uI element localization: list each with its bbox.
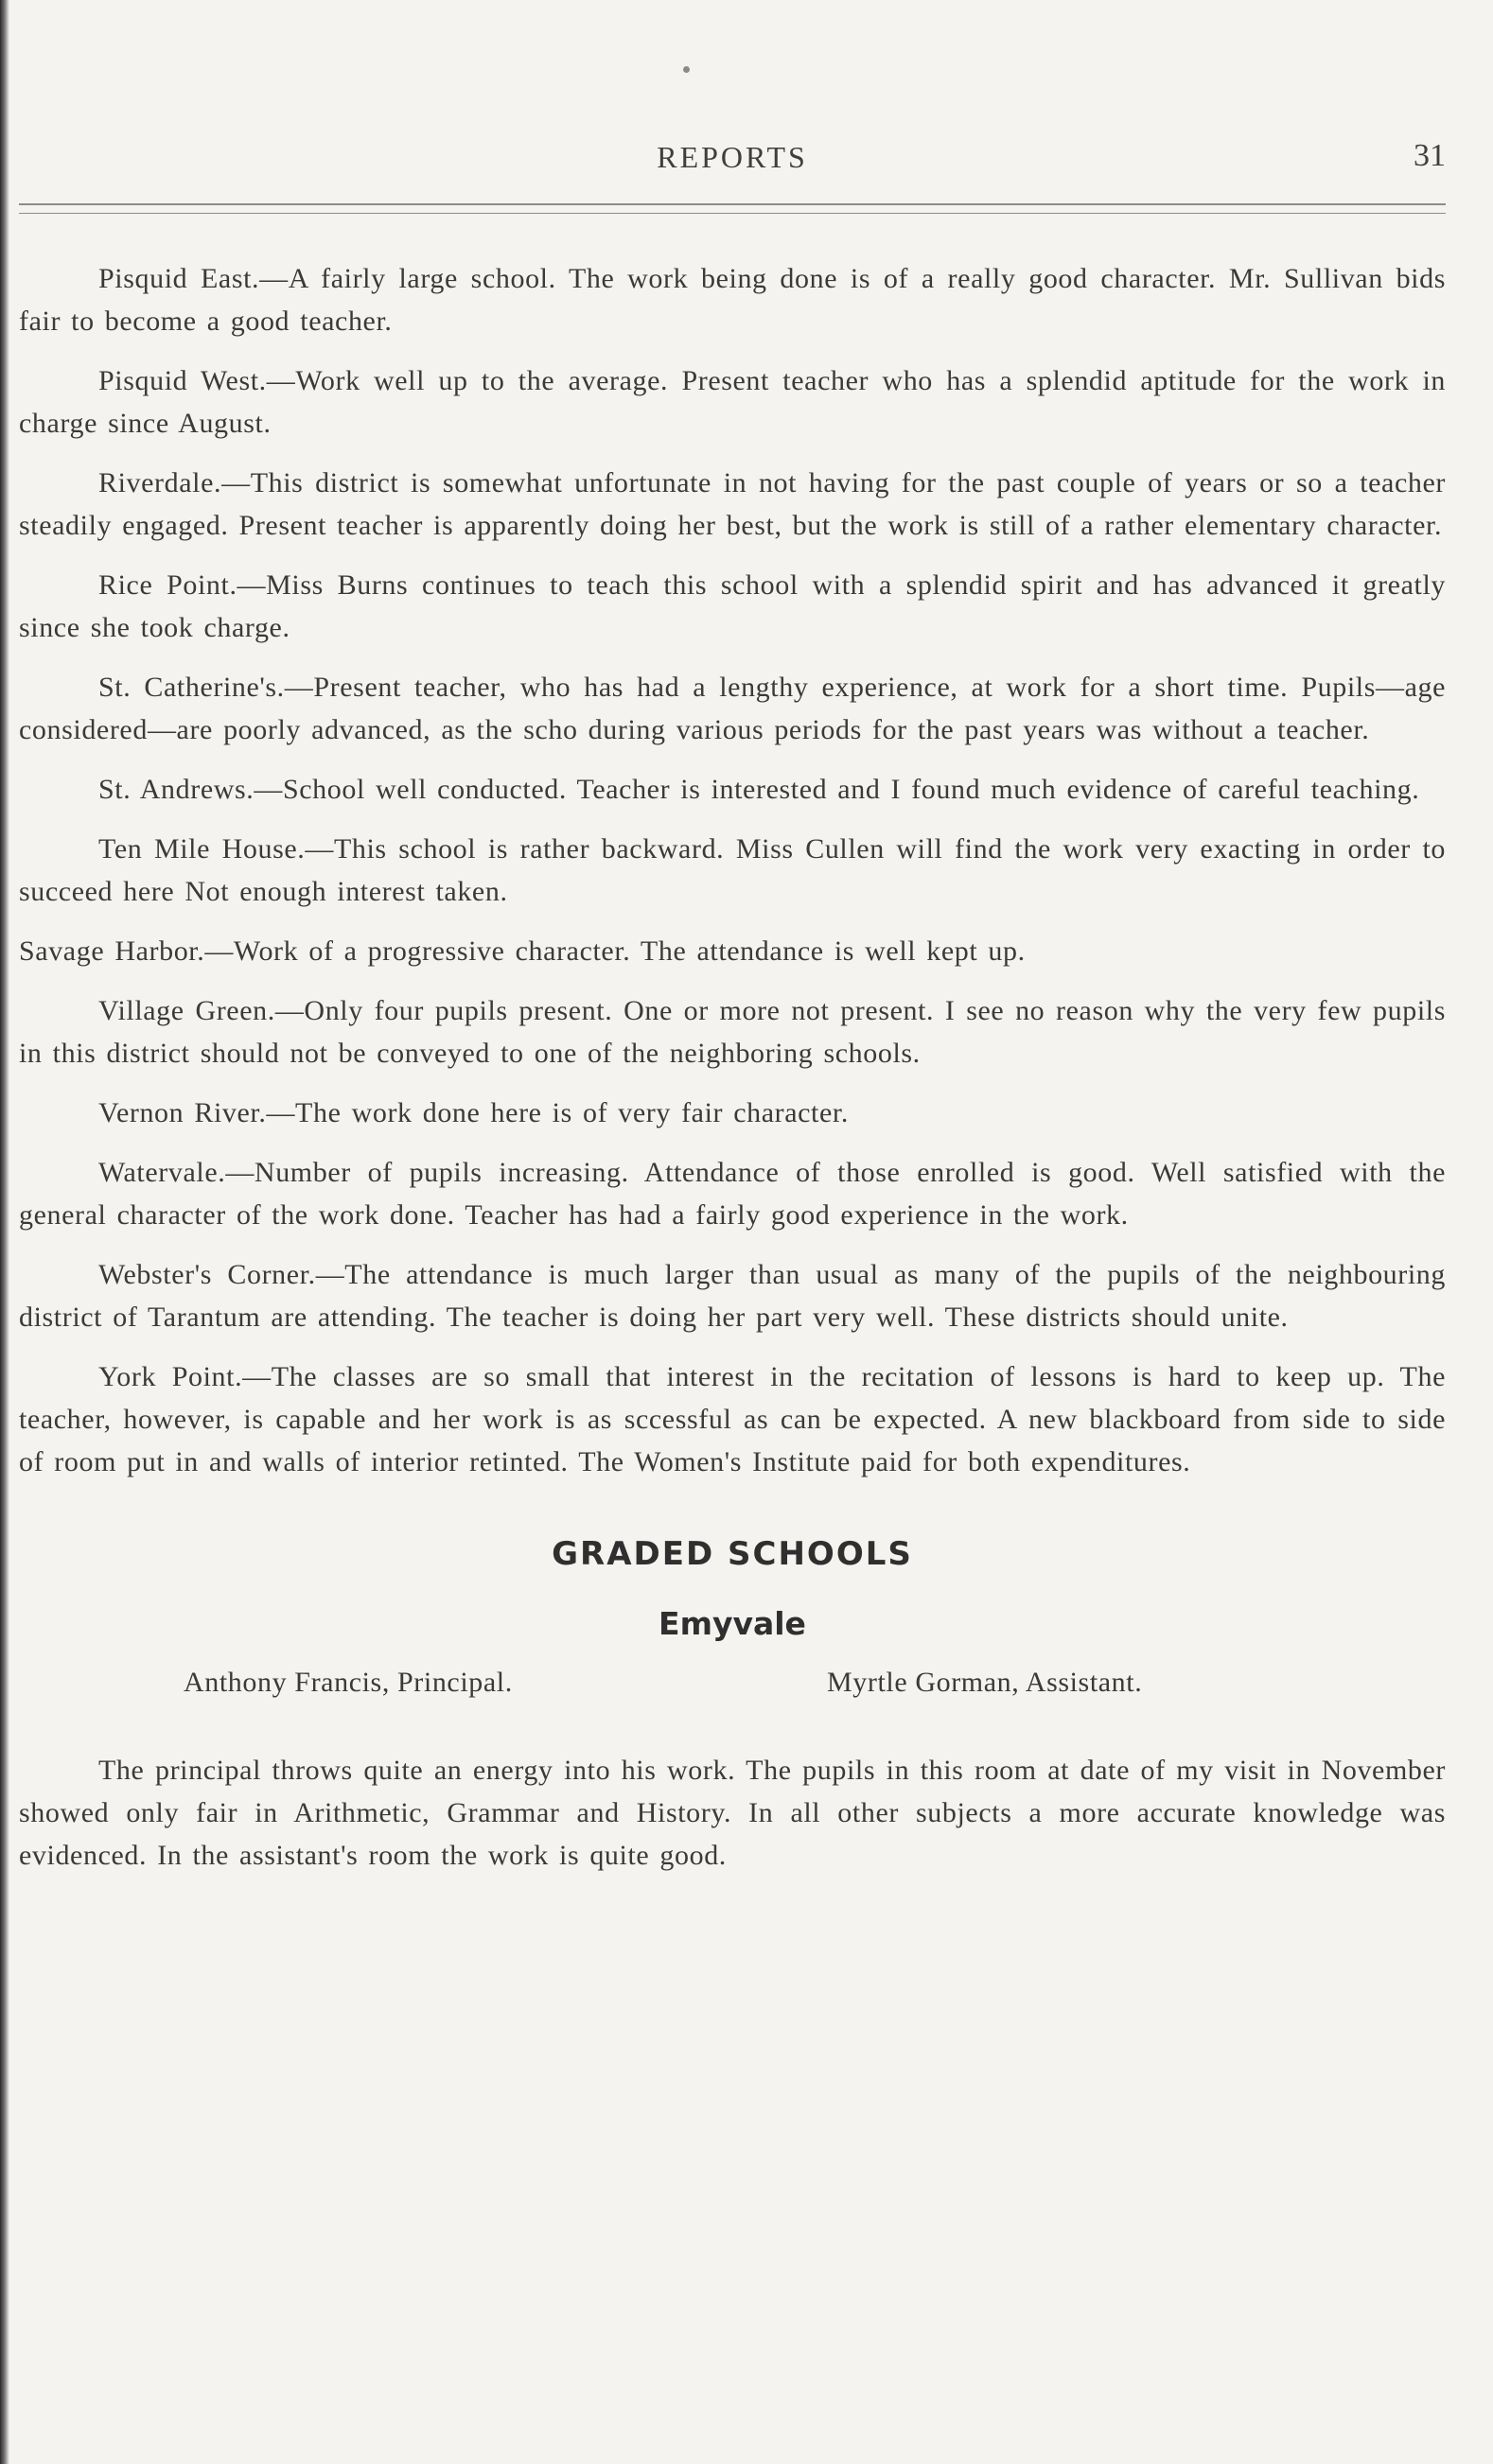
assistant-name: Myrtle Gorman, Assistant. <box>827 1667 1143 1698</box>
report-village-green: Village Green.—Only four pupils present. One or more not present. I see no reason why the very few pupils in this district should not be conveyed to one of the neighboring schools. <box>19 995 1446 1069</box>
report-pisquid-west: Pisquid West.—Work well up to the average. Present teacher who has a splendid aptitude for the work in charge since August. <box>19 365 1446 439</box>
report-vernon-river: Vernon River.—The work done here is of very fair character. <box>98 1097 849 1128</box>
print-speck <box>683 66 690 73</box>
report-ten-mile-house: Ten Mile House.—This school is rather backward. Miss Cullen will find the work very exacting in order to succeed here Not enough interest taken. <box>19 833 1446 907</box>
school-heading-emyvale: Emyvale <box>659 1605 806 1642</box>
report-st-andrews: St. Andrews.—School well conducted. Teacher is interested and I found much evidence of careful teaching. <box>98 774 1420 805</box>
page-header <box>19 132 1446 180</box>
report-rice-point: Rice Point.—Miss Burns continues to teach this school with a splendid spirit and has advanced it greatly since she took charge. <box>19 569 1446 643</box>
report-pisquid-east: Pisquid East.—A fairly large school. The work being done is of a really good character. Mr. Sullivan bids fair to become a good teacher. <box>19 263 1446 337</box>
running-title: REPORTS <box>657 140 808 174</box>
page-number: 31 <box>1414 138 1446 173</box>
report-st-catherines: St. Catherine's.—Present teacher, who has had a lengthy experience, at work for a short time. Pupils—age considered—are poorly advanced, as the scho during various periods for the past years was without a teacher. <box>19 672 1446 745</box>
report-websters-corner: Webster's Corner.—The attendance is much larger than usual as many of the pupils of the neighbouring district of Tarantum are attending. The teacher is doing her part very well. These districts should unite. <box>19 1259 1446 1333</box>
page-binding-edge <box>0 0 9 2464</box>
report-riverdale: Riverdale.—This district is somewhat unfortunate in not having for the past couple of years or so a teacher steadily engaged. Present teacher is apparently doing her best, but the work is still of a rather elementary character. <box>19 467 1446 541</box>
report-york-point: York Point.—The classes are so small that interest in the recitation of lessons is hard to keep up. The teacher, however, is capable and her work is as sccessful as can be expected. A new blackboard from side to side of room put in and walls of interior retinted. The Women's Institute paid for both expenditures. <box>19 1361 1446 1477</box>
page-body <box>19 257 1446 1877</box>
section-heading-graded-schools: GRADED SCHOOLS <box>552 1535 913 1573</box>
principal-name: Anthony Francis, Principal. <box>184 1667 513 1698</box>
staff-line <box>19 1667 1446 1709</box>
report-emyvale: The principal throws quite an energy into his work. The pupils in this room at date of my visit in November showed only fair in Arithmetic, Grammar and History. In all other subjects a more accurate knowledge was evidenced. In the assistant's room the work is quite good. <box>19 1755 1446 1871</box>
header-rule <box>19 203 1446 205</box>
report-savage-harbor: Savage Harbor.—Work of a progressive character. The attendance is well kept up. <box>19 935 1026 967</box>
header-rule-thin <box>19 213 1446 214</box>
report-watervale: Watervale.—Number of pupils increasing. Attendance of those enrolled is good. Well satisfied with the general character of the work done. Teacher has had a fairly good experience in the work. <box>19 1157 1446 1231</box>
